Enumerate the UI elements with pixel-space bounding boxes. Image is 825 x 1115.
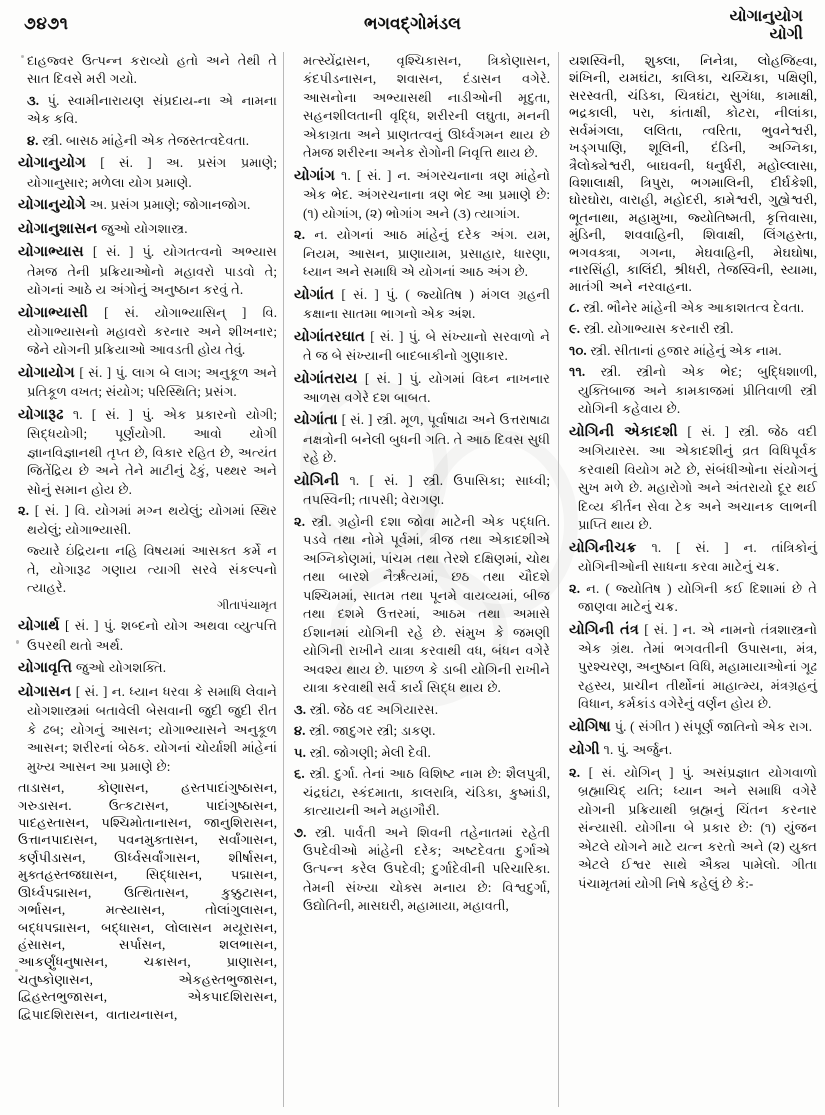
sense-number: ૯. [569,321,581,337]
sense-number: ૬. [294,766,305,782]
sense-entry: ૨. [ સં. ] વિ. યોગમાં મગ્ન થયેલું; યોગમાં સ્થિર થયેલું; યોગાભ્યાસી. [18,503,277,537]
dictionary-entry: યોગિષા પું. ( સંગીત ) સંપૂર્ણ જાતિનો એક રાગ. [569,718,813,735]
dictionary-entry: યોગાસન [ સં. ] ન. ધ્યાન ધરવા કે સમાધિ લેવાને યોગશાસ્ત્રમાં બતાવેલી બેસવાની જુદી જુદી રીત કે ઢબ; યોગનું આસન; યોગાભ્યાસને અનુકૂળ આસન; શરીરનાં બેઠક. યોગનાં ચોર્યાશી માંહેનાં મુખ્ય આસન આ પ્રમાણે છે: [18,683,277,774]
dictionary-entry: યોગારૂઢ ૧. [ સં. ] પું. એક પ્રકારનો યોગી; સિદ્ધયોગી; પૂર્ણયોગી. આવો યોગી જ્ઞાનવિજ્ઞાનથી તૃપ્ત છે, વિકાર રહિત છે, અત્યંત જિતેંદ્રિય છે અને તેને માટીનું ઢેકું, પથ્થર અને સોનું સમાન હોય છે. [18,406,277,497]
dictionary-entry: યોગિની ૧. [ સં. ] સ્ત્રી. ઉપાસિકા; સાધ્વી; તપસ્વિની; તાપસી; વેરાગણ. [294,472,550,508]
sense-entry: ૫. સ્ત્રી. જોગણી; મેલી દેવી. [294,744,431,760]
sense-number: ૩. [27,92,40,108]
headword: યોગાવૃત્તિ [18,660,73,677]
sense-entry: ૪. સ્ત્રી. જાદુગર સ્ત્રી; ડાકણ. [294,723,436,739]
sense-number: ૨. [18,503,30,519]
asana-name-list: તાડાસન, કોણાસન, હસ્તપાદાંગુષ્ઠાસન, ગરુડાસન. ઉત્કટાસન, પાદાંગુષ્ઠાસન, પાદહસ્તાસન, પશ્ચિમોતાનાસન, જાનુશિરાસન, ઉત્તાનપાદાસન, પવનમુક્તાસન, સર્વાંગાસન, કર્ણપીડાસન, ઊર્ધ્વસર્વાંગાસન, શીર્ષાસન, મુક્તહસ્તજઘાસન, સિદ્ધાસન, પદ્માસન, ઊર્ધ્વપદ્માસન, ઉત્થિતાસન, કુક્કુટાસન, ગર્ભાસન, મત્સ્યાસન, તોલાંગુલાસન, બદ્ધપદ્માસન, બદ્ધાસન, લોલાસન મયૂરાસન, હંસાસન, સર્પાસન, શલભાસન, આકર્ણુંધનુષાસન, ચક્રાસન, પ્રાણાસન, ચતુષ્કોણાસન, એકહસ્તભુજાસન, દ્વિહસ્તભુજાસન, એકપાદશિરાસન, દ્વિપાદશિરાસન, વાતાયનાસન, [18,780,277,1022]
headword: યોગી [569,742,600,759]
sense-entry: ૧૦. સ્ત્રી. સીતાનાં હજાર માંહેનું એક નામ. [569,342,782,358]
sense-number: ૫. [294,744,306,760]
sense-entry: ૩. સ્ત્રી. જેઠ વદ અગિયારસ. [294,701,439,717]
headword: યોગાંતરઘાત [294,328,366,345]
dictionary-entry: યોગિનીચક્ર ૧. [ સં. ] ન. તાંત્રિકોનું યોગિનીઓની સાધના કરવા માટેનું ચક્ર. [569,539,817,575]
column-1 [0,52,283,1107]
sense-number: ૨. [569,580,581,596]
page-number: ૭૪૭૧ [24,14,69,33]
headword: યોગારૂઢ [18,406,64,423]
entry-continuation: દાહજ્વર ઉત્પન્ન કરાવ્યો હતો અને તેથી તે સાત દિવસે મરી ગયો. [27,53,277,87]
sense-number: ૭. [294,824,307,840]
sense-entry: ૩. પું. સ્વામીનારાયણ સંપ્રદાય-ના એ નામના એક કવિ. [27,92,277,127]
sense-number: ૪. [294,723,306,739]
headword: યોગાંગ [294,167,336,184]
sense-number: ૪. [27,132,39,148]
verse-quotation: જ્યારે ઇંદ્રિયના નહિ વિષયમાં આસક્ત કર્મે ન તે, યોગારૂઢ ગણાય ત્યાગી સરવે સંકલ્પનો ત્યાહરે. [27,543,277,596]
sense-entry: ૪. સ્ત્રી. બાસઠ માંહેની એક તેજસ્તત્વદેવતા. [27,132,250,148]
headword: યોગિની એકાદશી [569,423,678,440]
column-3 [559,52,825,1107]
dictionary-entry: યોગાંતા [ સં. ] સ્ત્રી. મૂળ, પૂર્વાષાઢા અને ઉત્તરાષાઢા નક્ષત્રોની બનેલી બુધની ગતિ. તે આઠ દિવસ સુધી રહે છે. [294,412,550,466]
dictionary-entry: યોગાવૃત્તિ જુઓ યોગશક્તિ. [18,660,167,677]
headword: યોગાસન [18,683,72,700]
sense-number: ૩. [294,701,307,717]
dictionary-entry: યોગાર્થ [ સં. ] પું. શબ્દનો યોગ અથવા વ્યુત્પત્તિ ઉપરથી થતો અર્થ. [18,618,277,653]
headword: યોગાંત [294,286,335,303]
running-head-last-word: યોગી [769,26,803,44]
sense-number: ૨. [294,227,306,243]
goddess-name-list: યશસ્વિની, શુક્લા, નિનેત્રા, લોહજિહ્વા, શંખિની, યમઘંટા, કાલિકા, ચચ્ચિકા, પક્ષિણી, સરસ્વતી, ચંડિકા, ચિત્રઘંટા, સુગંધા, કામાક્ષી, ભદ્રકાલી, પરા, કાંતાક્ષી, કોટરા, નીલાંકા, સર્વમંગલા, લલિતા, ત્વરિતા, ભુવનેશ્વરી, ખડ્ગપાણિ, શૂલિની, દંડિની, અગ્નિકા, ત્રૈલોક્યેશ્વરી, બાઘવની, ધનુર્ધરી, મહોલ્લાસા, વિશાલાક્ષી, ત્રિપુરા, ભગમાલિની, દીર્ઘકેશી, ઘોરઘોરા, વારાહી, મહોદરી, કામેશ્વરી, ગુહ્યેશ્વરી, ભૂતનાથા, મહામુખા, જ્યોતિષ્મતી, કૃત્તિવાસા, મુંડિની, શવવાહિની, શિવાક્ષી, લિંગહસ્તા, ભગવક્ત્રા, ગગના, મેઘવાહિની, મેઘઘોષા, નારસિંહી, કાલિંદી, શ્રીધરી, તેજસ્વિની, સ્યામા, માતંગી અને નરવાહના. [569,53,817,295]
column-2 [283,52,559,1107]
sense-entry: ૨. સ્ત્રી. ગ્રહોની દશા જોવા માટેની એક પદ્ધતિ. પડવે તથા નોમે પૂર્વમાં, ત્રીજ તથા એકાદશીએ અગ્નિકોણમાં, પાંચમ તથા તેરશે દક્ષિણમાં, ચોથ તથા બારશે નૈર્ઋત્યમાં, છઠ તથા ચૌદશે પશ્ચિમમાં, સાતમ તથા પૂનમે વાયવ્યમાં, બીજ તથા દશમે ઉત્તરમાં, આઠમ તથા અમાસે ઈશાનમાં યોગિની રહે છે. સંમુખ કે જમણી યોગિની રાખીને યાત્રા કરવાથી વધ, બંધન વગેરે અવશ્ય થાય છે. પાછળ કે ડાબી યોગિની રાખીને યાત્રા કરવાથી સર્વ કાર્ય સિદ્ધ થાય છે. [294,513,550,696]
dictionary-entry: યોગિની એકાદશી [ સં. ] સ્ત્રી. જેઠ વદી અગિયારસ. આ એકાદશીનું વ્રત વિધિપૂર્વક કરવાથી વિયોગ મટે છે, સંબંધીઓના સંયોગનું સુખ મળે છે. મહારોગો અને અંતરાયો દૂર થઈ દિવ્ય કીર્તન સેવા ટેક અને અચાનક લાભની પ્રાપ્તિ થાય છે. [569,423,817,533]
headword: યોગિની તંત્ર [569,621,639,638]
dictionary-entry: યોગાનુયોગ [ સં. ] અ. પ્રસંગ પ્રમાણે; યોગાનુસાર; મળેલા યોગ પ્રમાણે. [18,155,277,190]
dictionary-entry: યોગાંતરઘાત [ સં. ] પું. બે સંખ્યાનો સરવાળો ને તે જ બે સંખ્યાની બાદબાકીનો ગુણાકાર. [294,328,550,364]
dictionary-entry: યોગાંત [ સં. ] પું. ( જ્યોતિષ ) મંગલ ગ્રહની કક્ષાના સાતમા ભાગનો એક અંશ. [294,286,550,322]
sense-entry: ૧૧. સ્ત્રી. સ્ત્રીનો એક ભેદ; બુદ્ધિશાળી, યુક્તિબાજ અને કામકાજમાં પ્રીતિવાળી સ્ત્રી યોગિની કહેવાય છે. [569,364,817,417]
entry-continuation: મત્સ્યેંદ્રાસન, વૃશ્ચિકાસન, ત્રિકોણાસન, કંદપીડનાસન, શવાસન, દંડાસન વગેરે. આસનોના અભ્યાસથી નાડીઓની મૃદુતા, સહનશીલતાની વૃદ્ધિ, શરીરની લઘુતા, મનની એકાગ્રતા અને પ્રાણતત્વનું ઊર્ધ્વગમન થાય છે તેમજ શરીરના અનેક રોગોની નિવૃત્તિ થાય છે. [303,53,550,161]
dictionary-entry: યોગાનુયોગે અ. પ્રસંગ પ્રમાણે; જોગાનજોગ. [18,197,251,214]
quotation-source: ગીતાપંચામૃત [217,597,277,612]
sense-number: ૨. [294,513,306,529]
sense-entry: ૨. ન. યોગનાં આઠ માંહેનું દરેક અંગ. યમ, નિયમ, આસન, પ્રાણાયામ, પ્રસાહાર, ધારણા, ધ્યાન અને સમાધિ એ યોગનાં આઠ અંગ છે. [294,227,550,280]
dictionary-entry: યોગાનુશાસન જુઓ યોગશાસ્ત્ર. [18,220,188,237]
dictionary-entry: યોગિની તંત્ર [ સં. ] ન. એ નામનો તંત્રશાસ્ત્રનો એક ગ્રંથ. તેમાં ભગવતીની ઉપાસના, મંત્ર, પુરશ્ચરણ, અનુષ્ઠાન વિધિ, મહામાયાઓનાં ગૂઢ રહસ્ય, પ્રાચીન તીર્થોનાં માહાત્મ્ય, મંત્રગ્રહનું વિધાન, કર્મકાંડ વગેરેનું વર્ણન હોય છે. [569,621,817,712]
sense-number: ૮. [569,299,580,315]
headword: યોગાભ્યાસી [18,304,89,321]
dictionary-entry: યોગાયોગ [ સં. ] પું. લાગ બે લાગ; અનુકૂળ અને પ્રતિકૂળ વખત; સંયોગ; પરિસ્થિતિ; પ્રસંગ. [18,364,277,400]
dictionary-entry: યોગાંતરાય [ સં. ] પું. યોગમાં વિઘ્ન નાખનાર આળસ વગેરે દશ બાબત. [294,370,550,405]
headword: યોગાંતા [294,412,338,429]
sense-entry: ૬. સ્ત્રી. દુર્ગા. તેનાં આઠ વિશિષ્ટ નામ છે: શૈલપુત્રી, ચંદ્રઘંટા, સ્કંદમાતા, કાલરાત્રિ, ચંડિકા, કુષ્માંડી, કાત્યાયની અને મહાગૌરી. [294,766,550,819]
running-head-first-word: યોગાનુયોગ [729,8,803,25]
sense-number: ૨. [569,764,581,780]
book-title: ભગવદ્ગોમંડલ [364,14,461,33]
dictionary-entry: યોગાભ્યાસી [ સં. યોગાભ્યાસિન્ ] વિ. યોગાભ્યાસનો મહાવરો કરનાર અને શીખનાર; જેને યોગની પ્રક્રિયાઓ આવડતી હોય તેવું. [18,304,277,358]
headword: યોગિષા [569,718,611,735]
dictionary-entry: યોગાભ્યાસ [ સં. ] પું. યોગતત્વનો અભ્યાસ તેમજ તેની પ્રક્રિયાઓનો મહાવરો પાડવો તે; યોગનાં આઠે ય અંગોનું અનુષ્ઠાન કરવું તે. [18,244,277,298]
headword: યોગાંતરાય [294,370,358,387]
headword: યોગાયોગ [18,364,75,381]
headword: યોગાનુયોગ [18,155,86,172]
sense-number: ૧૧. [569,364,586,380]
sense-entry: ૭. સ્ત્રી. પાર્વતી અને શિવની તહેનાતમાં રહેતી ઉપદેવીઓ માંહેની દરેક; અષ્ટદેવતા દુર્ગાએ ઉત્પન્ન કરેલ ઉપદેવી; દુર્ગાદેવીની પરિચારિકા. તેમની સંખ્યા ચોક્સ મનાય છે: વિશ્વદુર્ગા, ઉદ્યોતિની, માસઘરી, મહામાયા, મહાવતી, [294,824,550,914]
headword: યોગિનીચક્ર [569,539,637,556]
running-head [730,8,803,45]
sense-entry: ૯. સ્ત્રી. યોગાભ્યાસ કરનારી સ્ત્રી. [569,321,734,337]
headword: યોગાનુયોગે [18,197,86,214]
headword: યોગાનુશાસન [18,220,98,237]
sense-number: ૧૦. [569,342,587,358]
sense-entry: ૮. સ્ત્રી. ભૌનેર માંહેની એક આકાશતત્વ દેવતા. [569,299,804,315]
headword: યોગાર્થ [18,618,60,635]
three-column-body [0,52,825,1107]
headword: યોગિની [294,472,340,489]
dictionary-entry: યોગી ૧. પું. અર્જુન. [569,742,673,759]
dictionary-entry: યોગાંગ ૧. [ સં. ] ન. અંગરચનાના ત્રણ માંહેનો એક ભેદ. અંગરચનાના ત્રણ ભેદ આ પ્રમાણે છે: (૧) યોગાંગ, (૨) ભોગાંગ અને (૩) ત્યાગાંગ. [294,167,550,221]
headword: યોગાભ્યાસ [18,244,84,261]
sense-entry: ૨. [ સં. યોગિન્ ] પું. અસંપ્રજ્ઞાત યોગવાળો બ્રહ્માચિદ્ યતિ; ધ્યાન અને સમાધિ વગેરે યોગની પ્રક્રિયાથી બ્રહ્મનું ચિંતન કરનાર સંન્યાસી. યોગીના બે પ્રકાર છે: (૧) યુંજન એટલે યોગને માટે યત્ન કરતો અને (૨) યુક્ત એટલે ઈશ્વર સાથે ઐક્ય પામેલો. ગીતા પંચામૃતમાં યોગી નિષે કહેલું છે કે:- [569,764,817,891]
page-header [0,0,825,56]
sense-entry: ૨. ન. ( જ્યોતિષ ) યોગિની કઈ દિશામાં છે તે જાણવા માટેનું ચક્ર. [569,580,817,615]
